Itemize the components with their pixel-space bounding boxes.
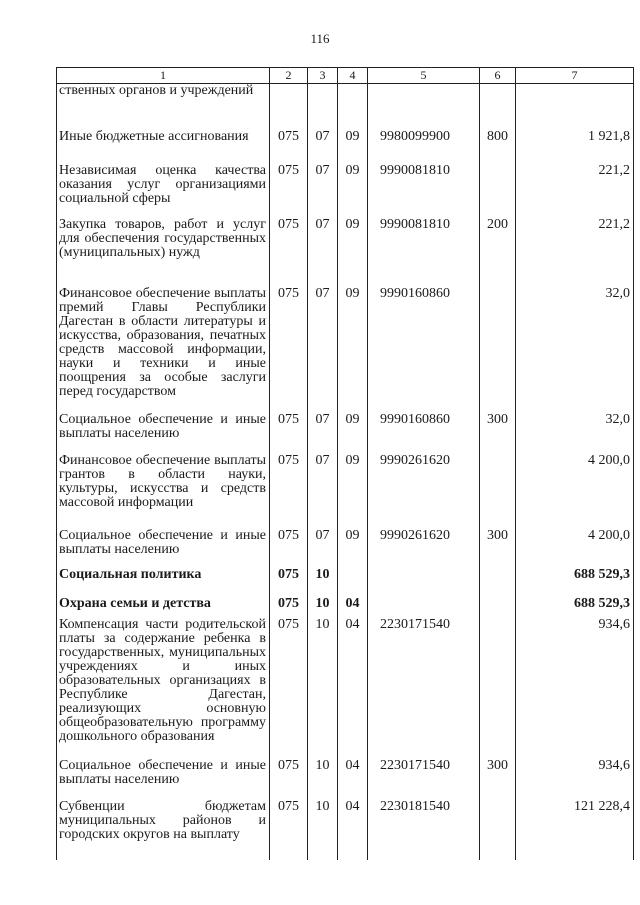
cell-subsection: 04 (338, 759, 368, 800)
header-col-1: 1 (57, 68, 270, 84)
cell-target-code (368, 84, 480, 131)
cell-expense-type (480, 618, 516, 759)
row-name: Социальное обеспечение и иные выплаты населению (57, 529, 270, 564)
row-name: Охрана семьи и детства (57, 593, 270, 618)
cell-section: 10 (308, 759, 338, 800)
cell-subsection: 09 (338, 287, 368, 413)
cell-ministry: 075 (270, 759, 308, 800)
cell-target-code: 9990160860 (368, 413, 480, 454)
cell-ministry: 075 (270, 593, 308, 618)
cell-subsection: 09 (338, 218, 368, 287)
cell-section: 10 (308, 564, 338, 593)
cell-target-code: 2230171540 (368, 759, 480, 800)
cell-amount: 221,2 (516, 164, 634, 218)
row-name: Независимая оценка качества оказания услуг организациями социальной сферы (57, 164, 270, 218)
cell-target-code: 9990160860 (368, 287, 480, 413)
cell-ministry: 075 (270, 564, 308, 593)
cell-section: 07 (308, 413, 338, 454)
cell-ministry: 075 (270, 130, 308, 164)
table-row (57, 454, 634, 529)
table-row (57, 529, 634, 564)
table-row (57, 618, 634, 759)
table-row (57, 84, 634, 131)
table-row (57, 287, 634, 413)
cell-amount: 688 529,3 (516, 593, 634, 618)
cell-section: 07 (308, 287, 338, 413)
cell-subsection (338, 564, 368, 593)
cell-amount: 934,6 (516, 759, 634, 800)
budget-table (56, 67, 634, 860)
cell-section: 07 (308, 164, 338, 218)
table-row (57, 759, 634, 800)
cell-amount: 688 529,3 (516, 564, 634, 593)
cell-target-code: 9990261620 (368, 529, 480, 564)
cell-expense-type (480, 800, 516, 860)
cell-section: 07 (308, 454, 338, 529)
row-name: ственных органов и учреждений (57, 84, 270, 131)
row-name: Социальное обеспечение и иные выплаты населению (57, 413, 270, 454)
cell-subsection: 09 (338, 164, 368, 218)
cell-ministry: 075 (270, 454, 308, 529)
row-name: Социальная политика (57, 564, 270, 593)
cell-subsection: 09 (338, 413, 368, 454)
table-row (57, 164, 634, 218)
cell-target-code (368, 564, 480, 593)
cell-subsection: 04 (338, 593, 368, 618)
cell-amount: 4 200,0 (516, 454, 634, 529)
cell-section: 07 (308, 529, 338, 564)
header-col-5: 5 (368, 68, 480, 84)
cell-section: 10 (308, 618, 338, 759)
row-name: Закупка товаров, работ и услуг для обеспечения государственных (муниципальных) нужд (57, 218, 270, 287)
cell-ministry: 075 (270, 529, 308, 564)
cell-target-code: 2230181540 (368, 800, 480, 860)
header-col-4: 4 (338, 68, 368, 84)
cell-expense-type (480, 564, 516, 593)
cell-target-code: 2230171540 (368, 618, 480, 759)
cell-target-code: 9990261620 (368, 454, 480, 529)
table-row (57, 800, 634, 860)
cell-subsection: 09 (338, 529, 368, 564)
cell-amount: 121 228,4 (516, 800, 634, 860)
cell-subsection: 09 (338, 454, 368, 529)
cell-section: 07 (308, 218, 338, 287)
cell-expense-type (480, 84, 516, 131)
cell-expense-type (480, 593, 516, 618)
header-row (57, 68, 634, 84)
cell-ministry: 075 (270, 413, 308, 454)
cell-subsection: 09 (338, 130, 368, 164)
row-name: Иные бюджетные ассигнования (57, 130, 270, 164)
cell-expense-type (480, 454, 516, 529)
table-row-section (57, 593, 634, 618)
cell-amount: 32,0 (516, 287, 634, 413)
cell-target-code: 9990081810 (368, 164, 480, 218)
cell-expense-type: 300 (480, 529, 516, 564)
cell-amount: 4 200,0 (516, 529, 634, 564)
cell-section (308, 84, 338, 131)
cell-expense-type: 200 (480, 218, 516, 287)
cell-ministry: 075 (270, 287, 308, 413)
cell-ministry: 075 (270, 164, 308, 218)
header-col-3: 3 (308, 68, 338, 84)
cell-section: 10 (308, 593, 338, 618)
row-name: Финансовое обеспечение выплаты грантов в области науки, культуры, искусства и средств массовой информации (57, 454, 270, 529)
header-col-2: 2 (270, 68, 308, 84)
row-name: Субвенции бюджетам муниципальных районов и городских округов на выплату (57, 800, 270, 860)
cell-amount: 32,0 (516, 413, 634, 454)
table-row (57, 413, 634, 454)
cell-expense-type: 800 (480, 130, 516, 164)
cell-expense-type: 300 (480, 413, 516, 454)
table-row-section (57, 564, 634, 593)
cell-amount (516, 84, 634, 131)
row-name: Социальное обеспечение и иные выплаты населению (57, 759, 270, 800)
cell-ministry: 075 (270, 800, 308, 860)
cell-subsection: 04 (338, 618, 368, 759)
cell-amount: 934,6 (516, 618, 634, 759)
cell-expense-type (480, 164, 516, 218)
cell-target-code: 9990081810 (368, 218, 480, 287)
cell-subsection (338, 84, 368, 131)
cell-target-code (368, 593, 480, 618)
table-row (57, 218, 634, 287)
row-name: Финансовое обеспечение выплаты премий Главы Республики Дагестан в области литературы и искусства, образования, печатных средств массовой информации, науки и техники и иные поощрения за особые заслуги перед государством (57, 287, 270, 413)
cell-ministry: 075 (270, 218, 308, 287)
header-col-7: 7 (516, 68, 634, 84)
cell-ministry (270, 84, 308, 131)
row-name: Компенсация части родительской платы за содержание ребенка в государственных, муниципальных учреждениях и иных образовательных организациях в Республике Дагестан, реализующих основную общеобразовательную программу дошкольного образования (57, 618, 270, 759)
table-row (57, 130, 634, 164)
cell-section: 07 (308, 130, 338, 164)
cell-subsection: 04 (338, 800, 368, 860)
cell-ministry: 075 (270, 618, 308, 759)
cell-section: 10 (308, 800, 338, 860)
page-number: 116 (310, 31, 330, 46)
cell-expense-type: 300 (480, 759, 516, 800)
cell-amount: 1 921,8 (516, 130, 634, 164)
cell-amount: 221,2 (516, 218, 634, 287)
cell-expense-type (480, 287, 516, 413)
cell-target-code: 9980099900 (368, 130, 480, 164)
header-col-6: 6 (480, 68, 516, 84)
